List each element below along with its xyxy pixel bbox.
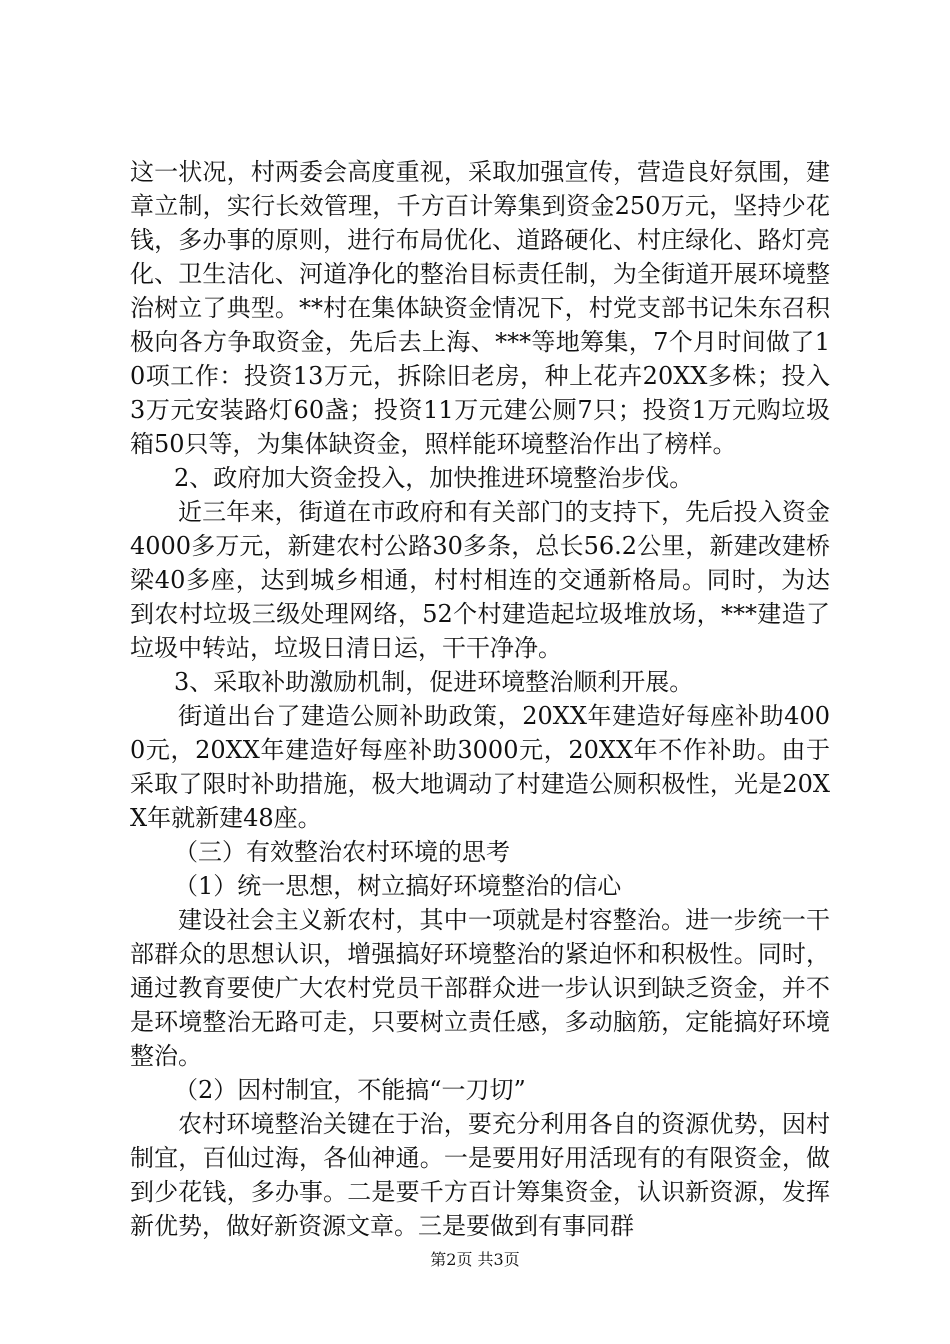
paragraph-unify-thinking: 建设社会主义新农村，其中一项就是村容整治。进一步统一干部群众的思想认识，增强搞好环境整治的紧迫怀和积极性。同时，通过教育要使广大农村党员干部群众进一步认识到缺乏资金，并不是环境整治无路可走，只要树立责任感，多动脑筋，定能搞好环境整治。 [130, 906, 830, 1070]
paragraph-local-conditions: 农村环境整治关键在于治，要充分利用各自的资源优势，因村制宜，百仙过海，各仙神通。一是要用好用活现有的有限资金，做到少花钱，多办事。二是要千方百计筹集资金，认识新资源，发挥新优势，做好新资源文章。三是要做到有事同群 [130, 1110, 830, 1240]
page-number-footer: 第2页 共3页 [430, 1250, 520, 1269]
heading-unify-thinking: （1）统一思想，树立搞好环境整治的信心 [174, 872, 622, 900]
heading-subsidy-mechanism: 3、采取补助激励机制，促进环境整治顺利开展。 [174, 668, 694, 696]
paragraph-government-investment: 近三年来，街道在市政府和有关部门的支持下，先后投入资金4000多万元，新建农村公路30多条，总长56.2公里，新建改建桥梁40多座，达到城乡相通，村村相连的交通新格局。同时，为达到农村垃圾三级处理网络，52个村建造起垃圾堆放场，***建造了垃圾中转站，垃圾日清日运，干干净净。 [130, 498, 830, 662]
heading-section-three: （三）有效整治农村环境的思考 [174, 838, 510, 866]
paragraph-village-example: 这一状况，村两委会高度重视，采取加强宣传，营造良好氛围，建章立制，实行长效管理，千方百计筹集到资金250万元，坚持少花钱，多办事的原则，进行布局优化、道路硬化、村庄绿化、路灯亮化、卫生洁化、河道净化的整治目标责任制，为全街道开展环境整治树立了典型。**村在集体缺资金情况下，村党支部书记朱东召积极向各方争取资金，先后去上海、***等地筹集，7个月时间做了10项工作：投资13万元，拆除旧老房，种上花卉20XX多株；投入3万元安装路灯60盏；投资11万元建公厕7只；投资1万元购垃圾箱50只等，为集体缺资金，照样能环境整治作出了榜样。 [130, 158, 830, 458]
heading-government-investment: 2、政府加大资金投入，加快推进环境整治步伐。 [174, 464, 694, 492]
heading-local-conditions: （2）因村制宜，不能搞“一刀切” [174, 1076, 526, 1104]
document-body [130, 155, 830, 1243]
paragraph-subsidy-mechanism: 街道出台了建造公厕补助政策，20XX年建造好每座补助4000元，20XX年建造好每座补助3000元，20XX年不作补助。由于采取了限时补助措施，极大地调动了村建造公厕积极性，光是20XX年就新建48座。 [130, 702, 830, 832]
